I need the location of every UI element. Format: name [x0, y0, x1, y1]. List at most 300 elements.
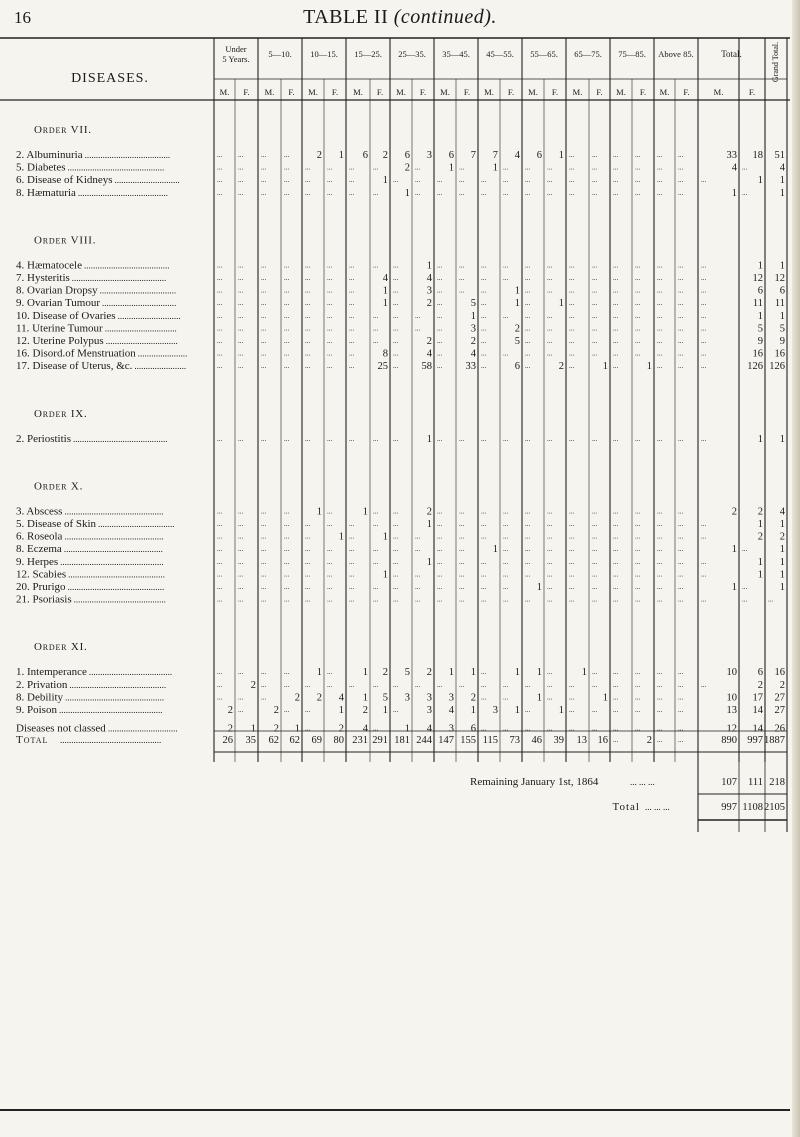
leader-dots: ...: [503, 163, 509, 172]
table-cell: 1: [731, 544, 737, 556]
total-header: Total.: [721, 49, 742, 59]
table-cell: 5: [404, 667, 410, 679]
table-cell: 1: [470, 310, 476, 322]
total-cell: 181: [394, 735, 410, 746]
leader-dots: ...: [742, 163, 748, 172]
leader-dots: ...: [525, 176, 531, 185]
leader-dots: ...: [238, 706, 244, 714]
leader-dots: ...: [701, 520, 707, 528]
leader-dots: ...: [327, 595, 333, 604]
leader-dots: ...: [238, 286, 244, 295]
table-cell: 2: [757, 506, 763, 518]
leader-dots: ...: [393, 274, 399, 282]
leader-dots: ...: [525, 311, 531, 320]
leader-dots: ...: [503, 693, 509, 702]
leader-dots: ...: [393, 299, 399, 308]
leader-dots: ...: [503, 557, 509, 566]
age-group-header: 35—45.: [442, 49, 470, 59]
table-cell: 1: [581, 667, 587, 679]
leader-dots: ...: [349, 274, 355, 282]
leader-dots: ...: [678, 299, 684, 308]
leader-dots: ...: [701, 324, 707, 333]
leader-dots: ...........................................: [68, 569, 165, 580]
leader-dots: ...: [393, 520, 399, 528]
leader-dots: ...: [657, 532, 663, 541]
table-cell: 6: [470, 723, 476, 735]
table-cell: 1: [448, 667, 454, 679]
leader-dots: ...: [437, 274, 443, 282]
leader-dots: ...: [373, 188, 379, 197]
table-cell: 1: [294, 723, 300, 735]
leader-dots: ...: [613, 311, 619, 320]
leader-dots: ...: [481, 595, 487, 604]
leader-dots: ...: [305, 545, 311, 554]
disease-label: 8. Ovarian Dropsy: [16, 284, 98, 297]
leader-dots: ...: [547, 261, 553, 270]
leader-dots: ...: [613, 299, 619, 308]
table-cell: 4: [514, 150, 520, 161]
total-cell: 244: [416, 735, 432, 746]
table-cell: 7: [470, 150, 476, 161]
leader-dots: ...: [415, 324, 421, 333]
leader-dots: ...: [592, 176, 598, 185]
disease-label: 3. Abscess: [16, 505, 63, 518]
leader-dots: ...: [525, 362, 531, 371]
leader-dots: ...: [525, 507, 531, 516]
leader-dots: ...: [657, 299, 663, 308]
leader-dots: ...: [503, 176, 509, 185]
table-cell: 16: [774, 348, 785, 360]
table-cell: 2: [779, 679, 785, 691]
table-cell: 6: [536, 150, 542, 161]
leader-dots: ...: [459, 434, 465, 443]
disease-label: 16. Disord.of Menstruation: [16, 347, 136, 360]
table-cell: 1: [757, 260, 763, 272]
order-title: Order IX.: [34, 407, 88, 420]
leader-dots: ...: [701, 349, 707, 358]
leader-dots: ...: [459, 274, 465, 282]
order-title: Order VII.: [34, 124, 92, 136]
leader-dots: ...: [437, 337, 443, 345]
leader-dots: ...: [678, 545, 684, 554]
leader-dots: ...: [613, 324, 619, 333]
leader-dots: ...: [678, 311, 684, 320]
leader-dots: ...: [701, 532, 707, 541]
total-cell: 1887: [764, 735, 785, 746]
leader-dots: ...: [525, 570, 531, 579]
leader-dots: ...: [327, 583, 333, 591]
total-cell: 147: [438, 735, 454, 746]
disease-label: 9. Ovarian Tumour: [16, 297, 101, 310]
leader-dots: ...: [503, 532, 509, 541]
table-cell: 6: [404, 150, 410, 161]
leader-dots: ...: [261, 532, 267, 541]
table-cell: 2: [426, 667, 432, 679]
leader-dots: ...: [592, 286, 598, 295]
leader-dots: .........................................: [73, 594, 166, 605]
leader-dots: ...: [613, 337, 619, 345]
page-number: 16: [14, 8, 31, 27]
leader-dots: ...: [305, 188, 311, 197]
table-cell: 1: [362, 667, 368, 679]
table-cell: 51: [774, 150, 785, 161]
leader-dots: ...: [481, 668, 487, 677]
leader-dots: ...: [701, 680, 707, 689]
leader-dots: ...: [284, 507, 290, 516]
leader-dots: ...: [657, 583, 663, 591]
table-cell: 25: [377, 361, 388, 373]
table-cell: 1: [558, 705, 564, 716]
remaining-cell: 107: [721, 777, 737, 788]
leader-dots: ...: [349, 163, 355, 172]
leader-dots: ...: [437, 311, 443, 320]
remaining-cell: 111: [748, 777, 763, 788]
leader-dots: ...: [613, 595, 619, 604]
leader-dots: ...: [349, 324, 355, 333]
table-cell: 2: [273, 705, 279, 716]
table-cell: 1: [779, 544, 785, 556]
disease-label: 6. Roseola: [16, 530, 63, 543]
leader-dots: ...: [415, 680, 421, 689]
table-cell: 1: [426, 433, 432, 445]
table-cell: 1: [514, 298, 520, 310]
final-total-cell: 997: [721, 802, 737, 813]
leader-dots: ...: [415, 311, 421, 320]
table-cell: 1: [558, 150, 564, 161]
leader-dots: ...: [261, 520, 267, 528]
leader-dots: .............................: [114, 175, 180, 186]
leader-dots: ...: [613, 261, 619, 270]
leader-dots: ...: [373, 261, 379, 270]
leader-dots: ...: [327, 362, 333, 371]
leader-dots: ...: [657, 706, 663, 714]
leader-dots: ...: [238, 163, 244, 172]
table-cell: 11: [752, 298, 763, 310]
leader-dots: ...: [217, 337, 223, 345]
leader-dots: ..................................: [99, 285, 177, 296]
disease-label: 4. Hæmatocele: [16, 259, 82, 272]
leader-dots: ...: [327, 520, 333, 528]
leader-dots: ...: [657, 151, 663, 159]
leader-dots: ...: [569, 595, 575, 604]
leader-dots: ...: [635, 434, 641, 443]
leader-dots: ...: [459, 520, 465, 528]
table-cell: 1: [470, 667, 476, 679]
leader-dots: ...: [305, 570, 311, 579]
leader-dots: ..................................: [98, 519, 175, 529]
leader-dots: ...: [592, 595, 598, 604]
leader-dots: ...: [217, 532, 223, 541]
leader-dots: ...: [481, 286, 487, 295]
leader-dots: ...: [238, 507, 244, 516]
leader-dots: ...: [678, 507, 684, 516]
leader-dots: ...: [305, 724, 311, 733]
leader-dots: ...: [393, 434, 399, 443]
leader-dots: ...: [592, 151, 598, 159]
leader-dots: ...: [373, 434, 379, 443]
leader-dots: ...: [238, 188, 244, 197]
leader-dots: ...: [678, 724, 684, 733]
leader-dots: ...: [217, 299, 223, 308]
leader-dots: ...: [569, 188, 575, 197]
leader-dots: ...: [678, 274, 684, 282]
leader-dots: ...: [547, 434, 553, 443]
leader-dots: ...: [284, 337, 290, 345]
leader-dots: ... ... ...: [645, 802, 670, 812]
leader-dots: ...: [459, 570, 465, 579]
table-cell: 26: [774, 723, 785, 735]
leader-dots: ...: [503, 188, 509, 197]
table-cell: 1: [536, 582, 542, 593]
leader-dots: ...: [393, 349, 399, 358]
leader-dots: ...: [437, 362, 443, 371]
table-cell: 2: [558, 361, 564, 373]
total-cell: 69: [311, 735, 322, 746]
leader-dots: ...: [592, 163, 598, 172]
disease-label: 2. Privation: [16, 678, 68, 691]
leader-dots: ...: [349, 595, 355, 604]
leader-dots: ...: [569, 274, 575, 282]
table-cell: 1: [514, 667, 520, 679]
leader-dots: ...: [503, 261, 509, 270]
leader-dots: ...: [742, 583, 748, 591]
sex-header: M.: [264, 87, 275, 97]
leader-dots: ...: [327, 680, 333, 689]
table-cell: 2: [316, 150, 322, 161]
disease-label: 1. Intemperance: [16, 666, 87, 679]
sex-header: M.: [659, 87, 670, 97]
table-cell: 12: [774, 273, 785, 284]
leader-dots: ...: [635, 163, 641, 172]
leader-dots: ...: [657, 434, 663, 443]
leader-dots: ...: [481, 349, 487, 358]
leader-dots: ...: [261, 595, 267, 604]
leader-dots: ...: [635, 274, 641, 282]
leader-dots: ...: [373, 520, 379, 528]
leader-dots: ...: [349, 176, 355, 185]
leader-dots: ...: [437, 299, 443, 308]
leader-dots: ...: [547, 570, 553, 579]
leader-dots: ...: [284, 434, 290, 443]
leader-dots: ...: [701, 337, 707, 345]
leader-dots: ...: [238, 311, 244, 320]
leader-dots: ...: [569, 261, 575, 270]
table-title-suffix: (continued).: [393, 6, 497, 28]
final-total-label: Total: [612, 801, 640, 813]
table-cell: 14: [752, 705, 763, 716]
leader-dots: ...: [635, 680, 641, 689]
leader-dots: ...: [393, 176, 399, 185]
table-cell: 4: [448, 705, 454, 716]
leader-dots: ...: [284, 557, 290, 566]
leader-dots: ...: [525, 595, 531, 604]
leader-dots: ...: [592, 532, 598, 541]
leader-dots: ...: [349, 349, 355, 358]
table-cell: 1: [404, 723, 410, 735]
age-group-header: 45—55.: [486, 49, 514, 59]
leader-dots: ...: [547, 507, 553, 516]
table-cell: 1: [757, 519, 763, 530]
total-cell: 115: [482, 735, 498, 746]
table-cell: 1: [779, 433, 785, 445]
table-cell: 1: [250, 723, 256, 735]
table-cell: 11: [774, 298, 785, 310]
leader-dots: ...: [305, 299, 311, 308]
table-cell: 2: [250, 679, 256, 691]
leader-dots: ...: [373, 557, 379, 566]
leader-dots: ...: [284, 261, 290, 270]
sex-header: M.: [616, 87, 626, 97]
leader-dots: ...: [349, 532, 355, 541]
leader-dots: ...: [613, 724, 619, 733]
disease-label: 2. Albuminuria: [16, 149, 83, 161]
leader-dots: ...: [635, 188, 641, 197]
leader-dots: ...: [481, 507, 487, 516]
sex-header: F.: [376, 87, 384, 97]
leader-dots: ...: [393, 507, 399, 516]
leader-dots: ...: [569, 680, 575, 689]
leader-dots: ...: [547, 286, 553, 295]
leader-dots: ...: [525, 434, 531, 443]
leader-dots: ...: [305, 261, 311, 270]
leader-dots: ...: [592, 668, 598, 677]
leader-dots: ...: [742, 595, 748, 604]
leader-dots: ...: [613, 274, 619, 282]
leader-dots: ...: [635, 324, 641, 333]
leader-dots: ...: [613, 570, 619, 579]
table-cell: 5: [382, 692, 388, 704]
table-cell: 4: [338, 692, 344, 704]
table-cell: 2: [227, 705, 233, 716]
leader-dots: ...: [305, 557, 311, 566]
leader-dots: ...: [373, 545, 379, 554]
leader-dots: ...: [525, 188, 531, 197]
table-cell: 1: [316, 667, 322, 679]
leader-dots: ...: [437, 434, 443, 443]
total-cell: 73: [509, 735, 520, 746]
leader-dots: ............................................: [64, 506, 164, 517]
leader-dots: ...: [657, 163, 663, 172]
leader-dots: ...: [393, 261, 399, 270]
leader-dots: ...: [393, 286, 399, 295]
leader-dots: ...: [613, 434, 619, 443]
sex-header: F.: [507, 87, 515, 97]
table-cell: 2: [227, 723, 233, 735]
table-cell: 126: [747, 361, 763, 373]
table-cell: 3: [492, 705, 498, 716]
total-cell: 155: [460, 735, 476, 746]
order-title: Order VIII.: [34, 234, 97, 247]
total-cell: 46: [531, 735, 542, 746]
table-cell: 1: [757, 175, 763, 187]
leader-dots: ...: [635, 176, 641, 185]
leader-dots: ...: [592, 557, 598, 566]
leader-dots: ...: [437, 557, 443, 566]
age-group-header: 65—75.: [574, 49, 602, 59]
age-group-header: 5 Years.: [222, 54, 250, 64]
leader-dots: ...: [678, 583, 684, 591]
page-edge: [792, 0, 800, 1137]
leader-dots: ...: [459, 583, 465, 591]
leader-dots: ...: [305, 163, 311, 172]
leader-dots: ...: [305, 311, 311, 320]
leader-dots: ...: [238, 693, 244, 702]
leader-dots: ...: [481, 261, 487, 270]
leader-dots: ...: [327, 324, 333, 333]
leader-dots: ...: [701, 311, 707, 320]
leader-dots: ...: [284, 583, 290, 591]
leader-dots: ...: [569, 570, 575, 579]
leader-dots: ...: [373, 507, 379, 516]
total-cell: 231: [352, 735, 368, 746]
leader-dots: ...: [373, 337, 379, 345]
table-cell: 1: [470, 705, 476, 716]
table-cell: 13: [726, 705, 737, 716]
leader-dots: ...: [415, 570, 421, 579]
table-cell: 1: [779, 310, 785, 322]
leader-dots: ...: [327, 286, 333, 295]
leader-dots: ...: [284, 349, 290, 358]
sex-header: M.: [440, 87, 450, 97]
leader-dots: ...: [481, 176, 487, 185]
leader-dots: ...: [592, 188, 598, 197]
leader-dots: ...: [459, 188, 465, 197]
leader-dots: ...: [415, 595, 421, 604]
leader-dots: ...: [768, 595, 774, 604]
disease-label: Diseases not classed: [16, 722, 106, 735]
leader-dots: ...: [284, 362, 290, 371]
leader-dots: ...: [238, 668, 244, 677]
leader-dots: ...: [657, 668, 663, 677]
leader-dots: ...: [349, 680, 355, 689]
leader-dots: ...: [592, 680, 598, 689]
leader-dots: ...: [657, 286, 663, 295]
leader-dots: ...: [657, 693, 663, 702]
leader-dots: ...: [217, 434, 223, 443]
table-cell: 4: [779, 162, 785, 174]
table-cell: 9: [757, 336, 763, 347]
table-cell: 8: [382, 348, 388, 360]
table-cell: 4: [779, 506, 785, 518]
disease-label: 9. Poison: [16, 704, 57, 716]
leader-dots: ...: [349, 570, 355, 579]
leader-dots: ...: [349, 545, 355, 554]
leader-dots: ...: [261, 261, 267, 270]
table-cell: 1: [338, 705, 344, 716]
leader-dots: ...: [305, 286, 311, 295]
table-cell: 1: [779, 519, 785, 530]
leader-dots: ...: [547, 349, 553, 358]
leader-dots: ...: [657, 545, 663, 554]
leader-dots: ...: [284, 520, 290, 528]
table-cell: 1: [382, 285, 388, 297]
leader-dots: ...: [503, 274, 509, 282]
leader-dots: ...: [569, 724, 575, 733]
leader-dots: ...: [217, 362, 223, 371]
leader-dots: ...: [481, 724, 487, 733]
leader-dots: ...: [613, 188, 619, 197]
leader-dots: ...: [525, 274, 531, 282]
table-cell: 5: [470, 298, 476, 310]
leader-dots: ...: [592, 507, 598, 516]
leader-dots: ...: [261, 570, 267, 579]
table-cell: 2: [338, 723, 344, 735]
leader-dots: ...: [349, 286, 355, 295]
leader-dots: ...: [284, 532, 290, 541]
leader-dots: ...: [613, 736, 619, 744]
leader-dots: ...: [459, 163, 465, 172]
table-cell: 6: [514, 361, 520, 373]
